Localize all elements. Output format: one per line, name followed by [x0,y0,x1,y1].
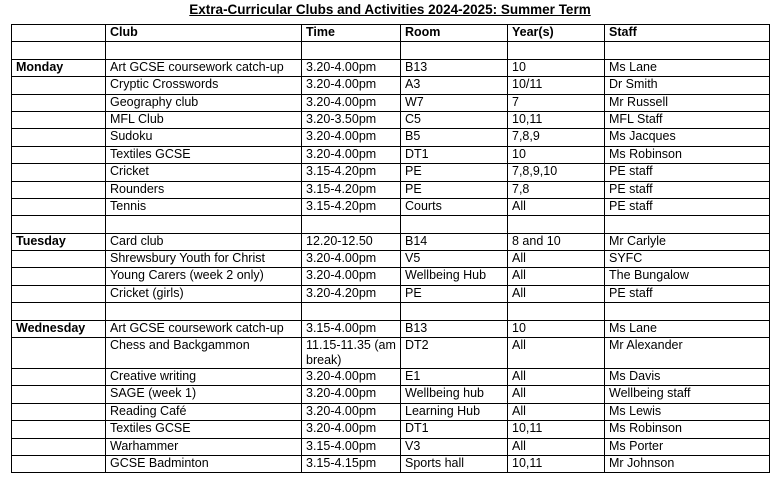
time-cell: 3.20-4.00pm [302,251,401,268]
empty-cell [12,303,106,320]
club-cell: Cricket [106,164,302,181]
club-cell: Card club [106,233,302,250]
room-cell: DT1 [401,146,508,163]
header-club: Club [106,25,302,42]
staff-cell: Ms Porter [605,438,770,455]
room-cell: W7 [401,94,508,111]
room-cell: Wellbeing hub [401,386,508,403]
table-row [12,369,770,386]
time-cell: 3.20-4.00pm [302,129,401,146]
empty-cell [401,42,508,59]
club-cell: Textiles GCSE [106,146,302,163]
table-row [12,421,770,438]
staff-cell: Mr Johnson [605,455,770,472]
empty-cell [12,438,106,455]
room-cell: B5 [401,129,508,146]
room-cell: C5 [401,111,508,128]
clubs-table-body [12,42,770,473]
club-cell: Sudoku [106,129,302,146]
staff-cell: Mr Russell [605,94,770,111]
empty-cell [12,403,106,420]
years-cell: All [508,403,605,420]
table-row [12,77,770,94]
club-cell: Shrewsbury Youth for Christ [106,251,302,268]
empty-cell [12,268,106,285]
header-room: Room [401,25,508,42]
room-cell: Sports hall [401,455,508,472]
table-row [12,438,770,455]
header-time: Time [302,25,401,42]
table-row [12,455,770,472]
empty-cell [12,94,106,111]
club-cell: Art GCSE coursework catch-up [106,320,302,337]
empty-cell [12,42,106,59]
years-cell: 10 [508,146,605,163]
day-label: Tuesday [12,233,106,250]
staff-cell: Ms Robinson [605,421,770,438]
room-cell: E1 [401,369,508,386]
day-label: Monday [12,59,106,76]
time-cell: 3.20-4.00pm [302,386,401,403]
empty-cell [508,303,605,320]
club-cell: Textiles GCSE [106,421,302,438]
room-cell: Learning Hub [401,403,508,420]
staff-cell: PE staff [605,198,770,215]
room-cell: B13 [401,320,508,337]
header-years: Year(s) [508,25,605,42]
club-cell: SAGE (week 1) [106,386,302,403]
room-cell: PE [401,164,508,181]
staff-cell: Ms Robinson [605,146,770,163]
time-cell: 3.20-4.20pm [302,285,401,302]
years-cell: 10,11 [508,421,605,438]
empty-cell [106,42,302,59]
empty-cell [401,216,508,233]
empty-cell [12,181,106,198]
empty-cell [508,42,605,59]
time-cell: 3.15-4.00pm [302,320,401,337]
time-cell: 3.20-4.00pm [302,369,401,386]
club-cell: Cryptic Crosswords [106,77,302,94]
time-cell: 11.15-11.35 (am break) [302,338,401,369]
staff-cell: Mr Carlyle [605,233,770,250]
club-cell: GCSE Badminton [106,455,302,472]
room-cell: B13 [401,59,508,76]
years-cell: All [508,438,605,455]
empty-cell [12,421,106,438]
title-text: Extra-Curricular Clubs and Activities 2024-2025: Summer Term [189,2,591,17]
staff-cell: Ms Davis [605,369,770,386]
time-cell: 3.20-4.00pm [302,94,401,111]
time-cell: 3.20-4.00pm [302,146,401,163]
table-row [12,403,770,420]
staff-cell: SYFC [605,251,770,268]
staff-cell: PE staff [605,181,770,198]
years-cell: 10 [508,320,605,337]
club-cell: Creative writing [106,369,302,386]
table-row [12,285,770,302]
room-cell: B14 [401,233,508,250]
clubs-table [11,24,770,473]
years-cell: 10 [508,59,605,76]
years-cell: 10,11 [508,111,605,128]
spacer-row [12,216,770,233]
empty-cell [12,111,106,128]
staff-cell: Dr Smith [605,77,770,94]
day-label: Wednesday [12,320,106,337]
table-row [12,251,770,268]
empty-cell [508,216,605,233]
staff-cell: Ms Lane [605,59,770,76]
header-row [12,25,770,42]
time-cell: 3.20-4.00pm [302,403,401,420]
room-cell: DT2 [401,338,508,369]
time-cell: 3.20-3.50pm [302,111,401,128]
table-row [12,164,770,181]
table-row [12,146,770,163]
staff-cell: PE staff [605,285,770,302]
table-row [12,320,770,337]
header-staff: Staff [605,25,770,42]
club-cell: Art GCSE coursework catch-up [106,59,302,76]
empty-cell [12,198,106,215]
time-cell: 3.15-4.15pm [302,455,401,472]
empty-cell [605,42,770,59]
empty-cell [12,386,106,403]
club-cell: Warhammer [106,438,302,455]
years-cell: 7 [508,94,605,111]
club-cell: Cricket (girls) [106,285,302,302]
time-cell: 3.20-4.00pm [302,421,401,438]
staff-cell: Mr Alexander [605,338,770,369]
staff-cell: Ms Jacques [605,129,770,146]
empty-cell [605,216,770,233]
header-day [12,25,106,42]
empty-cell [401,303,508,320]
club-cell: Young Carers (week 2 only) [106,268,302,285]
staff-cell: PE staff [605,164,770,181]
club-cell: Tennis [106,198,302,215]
years-cell: All [508,251,605,268]
time-cell: 3.20-4.00pm [302,77,401,94]
years-cell: 7,8,9,10 [508,164,605,181]
time-cell: 3.20-4.00pm [302,59,401,76]
page-title [0,2,780,18]
years-cell: 7,8,9 [508,129,605,146]
club-cell: Reading Café [106,403,302,420]
years-cell: All [508,369,605,386]
room-cell: Wellbeing Hub [401,268,508,285]
staff-cell: The Bungalow [605,268,770,285]
empty-cell [12,129,106,146]
spacer-row [12,303,770,320]
club-cell: MFL Club [106,111,302,128]
empty-cell [12,164,106,181]
table-row [12,198,770,215]
time-cell: 3.15-4.20pm [302,198,401,215]
empty-cell [605,303,770,320]
table-row [12,268,770,285]
empty-cell [106,216,302,233]
empty-cell [12,216,106,233]
years-cell: All [508,338,605,369]
club-cell: Rounders [106,181,302,198]
time-cell: 3.15-4.20pm [302,164,401,181]
years-cell: 7,8 [508,181,605,198]
staff-cell: MFL Staff [605,111,770,128]
table-row [12,111,770,128]
empty-cell [12,146,106,163]
room-cell: V3 [401,438,508,455]
room-cell: A3 [401,77,508,94]
table-row [12,94,770,111]
time-cell: 3.15-4.00pm [302,438,401,455]
time-cell: 3.15-4.20pm [302,181,401,198]
room-cell: PE [401,181,508,198]
empty-cell [12,455,106,472]
table-row [12,129,770,146]
table-row [12,181,770,198]
table-row [12,386,770,403]
years-cell: All [508,386,605,403]
table-row [12,59,770,76]
empty-cell [302,42,401,59]
empty-cell [106,303,302,320]
staff-cell: Ms Lane [605,320,770,337]
club-cell: Geography club [106,94,302,111]
table-row [12,233,770,250]
years-cell: All [508,268,605,285]
years-cell: All [508,285,605,302]
empty-cell [12,77,106,94]
empty-cell [302,303,401,320]
time-cell: 12.20-12.50 [302,233,401,250]
empty-cell [12,338,106,369]
empty-cell [12,285,106,302]
years-cell: 8 and 10 [508,233,605,250]
empty-cell [12,369,106,386]
empty-cell [302,216,401,233]
room-cell: PE [401,285,508,302]
room-cell: Courts [401,198,508,215]
time-cell: 3.20-4.00pm [302,268,401,285]
table-row [12,338,770,369]
empty-cell [12,251,106,268]
years-cell: All [508,198,605,215]
years-cell: 10/11 [508,77,605,94]
staff-cell: Wellbeing staff [605,386,770,403]
room-cell: DT1 [401,421,508,438]
spacer-row [12,42,770,59]
room-cell: V5 [401,251,508,268]
club-cell: Chess and Backgammon [106,338,302,369]
years-cell: 10,11 [508,455,605,472]
staff-cell: Ms Lewis [605,403,770,420]
